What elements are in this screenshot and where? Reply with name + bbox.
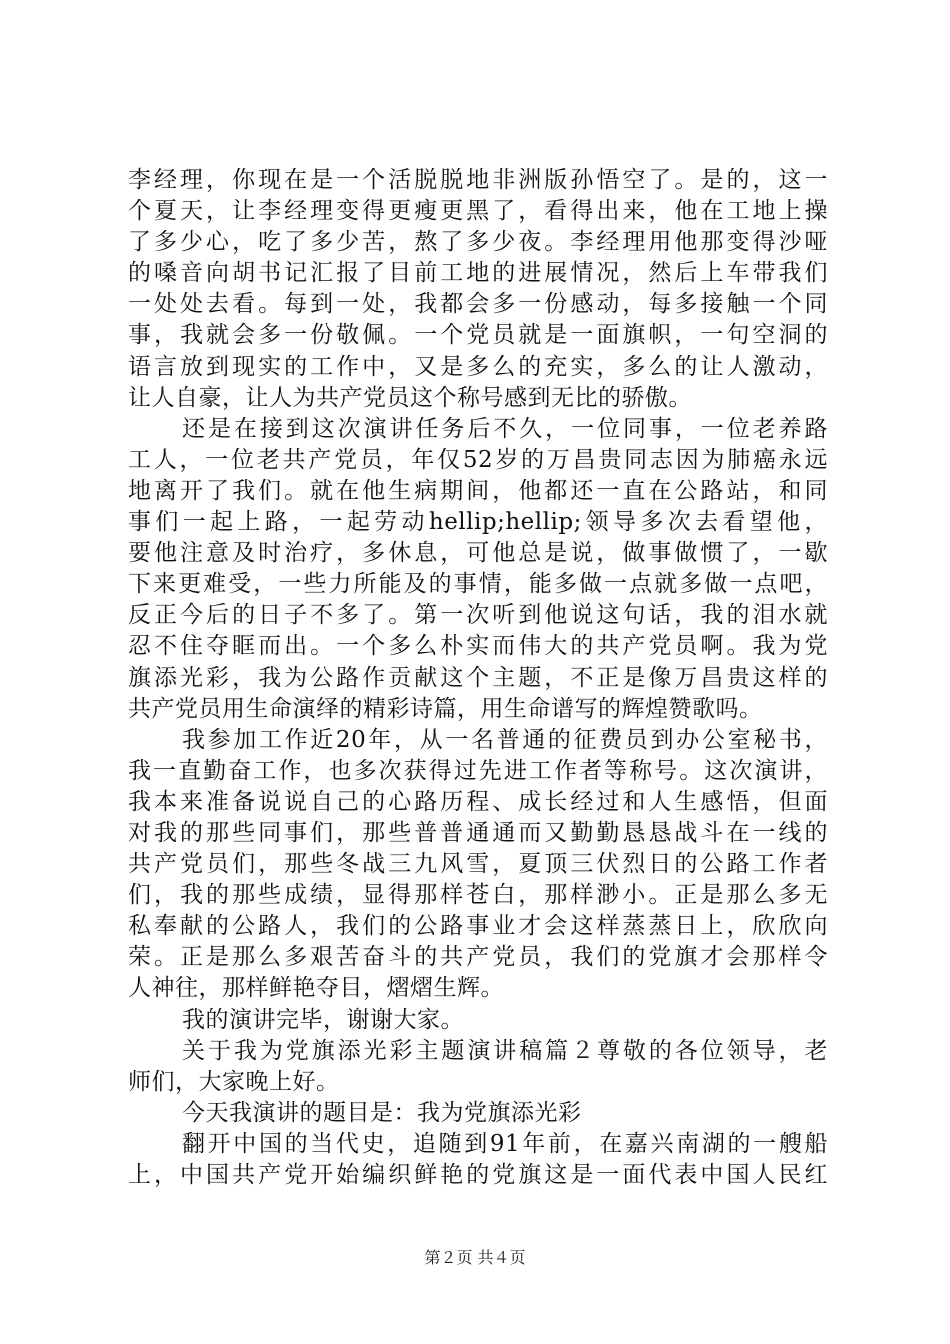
paragraph-start-line: 我参加工作近20年，从一名普通的征费员到办公室秘书， — [182, 726, 828, 753]
text-line: 们，我的那些成绩，显得那样苍白，那样渺小。正是那么多无 — [128, 882, 828, 909]
text-line: 李经理，你现在是一个活脱脱地非洲版孙悟空了。是的，这一 — [128, 167, 828, 193]
paragraph-start-line: 还是在接到这次演讲任务后不久，一位同事，一位老养路 — [182, 415, 828, 442]
text-line: 我一直勤奋工作，也多次获得过先进工作者等称号。这次演讲， — [128, 757, 828, 784]
text-line: 我本来准备说说自己的心路历程、成长经过和人生感悟，但面 — [128, 788, 828, 815]
document-body — [128, 165, 828, 1191]
paragraph-start-line: 我的演讲完毕，谢谢大家。 — [182, 1006, 464, 1033]
text-line: 共产党员们，那些冬战三九风雪，夏顶三伏烈日的公路工作者 — [128, 851, 828, 878]
text-line: 工人，一位老共产党员，年仅52岁的万昌贵同志因为肺癌永远 — [128, 446, 828, 473]
text-line: 的嗓音向胡书记汇报了目前工地的进展情况，然后上车带我们 — [128, 260, 828, 287]
text-line: 让人自豪，让人为共产党员这个称号感到无比的骄傲。 — [128, 384, 692, 411]
text-line: 下来更难受，一些力所能及的事情，能多做一点就多做一点吧， — [128, 571, 828, 598]
paragraph-start-line: 翻开中国的当代史，追随到91年前，在嘉兴南湖的一艘船 — [182, 1130, 828, 1157]
text-line: 地离开了我们。就在他生病期间，他都还一直在公路站，和同 — [128, 477, 828, 504]
paragraph-start-line: 关于我为党旗添光彩主题演讲稿篇２尊敬的各位领导，老 — [182, 1037, 828, 1064]
paragraph-start-line: 今天我演讲的题目是：我为党旗添光彩 — [182, 1099, 582, 1126]
text-line: 共产党员用生命演绎的精彩诗篇，用生命谱写的辉煌赞歌吗。 — [128, 695, 763, 722]
text-line: 要他注意及时治疗，多休息，可他总是说，做事做惯了，一歇 — [128, 540, 828, 567]
text-line: 人神往，那样鲜艳夺目，熠熠生辉。 — [128, 975, 504, 1002]
text-line: 旗添光彩，我为公路作贡献这个主题，不正是像万昌贵这样的 — [128, 664, 828, 691]
text-line: 了多少心，吃了多少苦，熬了多少夜。李经理用他那变得沙哑 — [128, 229, 828, 256]
text-line: 忍不住夺眶而出。一个多么朴实而伟大的共产党员啊。我为党 — [128, 633, 828, 660]
text-line: 师们，大家晚上好。 — [128, 1068, 340, 1095]
text-line: 事们一起上路，一起劳动hellip;hellip;领导多次去看望他， — [128, 509, 828, 536]
page-number-footer: 第２页 共４页 — [424, 1248, 526, 1267]
text-line: 事，我就会多一份敬佩。一个党员就是一面旗帜，一句空洞的 — [128, 322, 828, 349]
text-line: 一处处去看。每到一处，我都会多一份感动，每多接触一个同 — [128, 291, 828, 318]
text-line: 语言放到现实的工作中，又是多么的充实，多么的让人激动， — [128, 353, 828, 380]
text-line: 上，中国共产党开始编织鲜艳的党旗这是一面代表中国人民红 — [128, 1162, 828, 1188]
text-line: 个夏天，让李经理变得更瘦更黑了，看得出来，他在工地上操 — [128, 198, 828, 225]
text-line: 荣。正是那么多艰苦奋斗的共产党员，我们的党旗才会那样令 — [128, 944, 828, 971]
text-line: 私奉献的公路人，我们的公路事业才会这样蒸蒸日上，欣欣向 — [128, 913, 828, 940]
text-line: 对我的那些同事们，那些普普通通而又勤勤恳恳战斗在一线的 — [128, 819, 828, 846]
text-line: 反正今后的日子不多了。第一次听到他说这句话，我的泪水就 — [128, 602, 828, 629]
